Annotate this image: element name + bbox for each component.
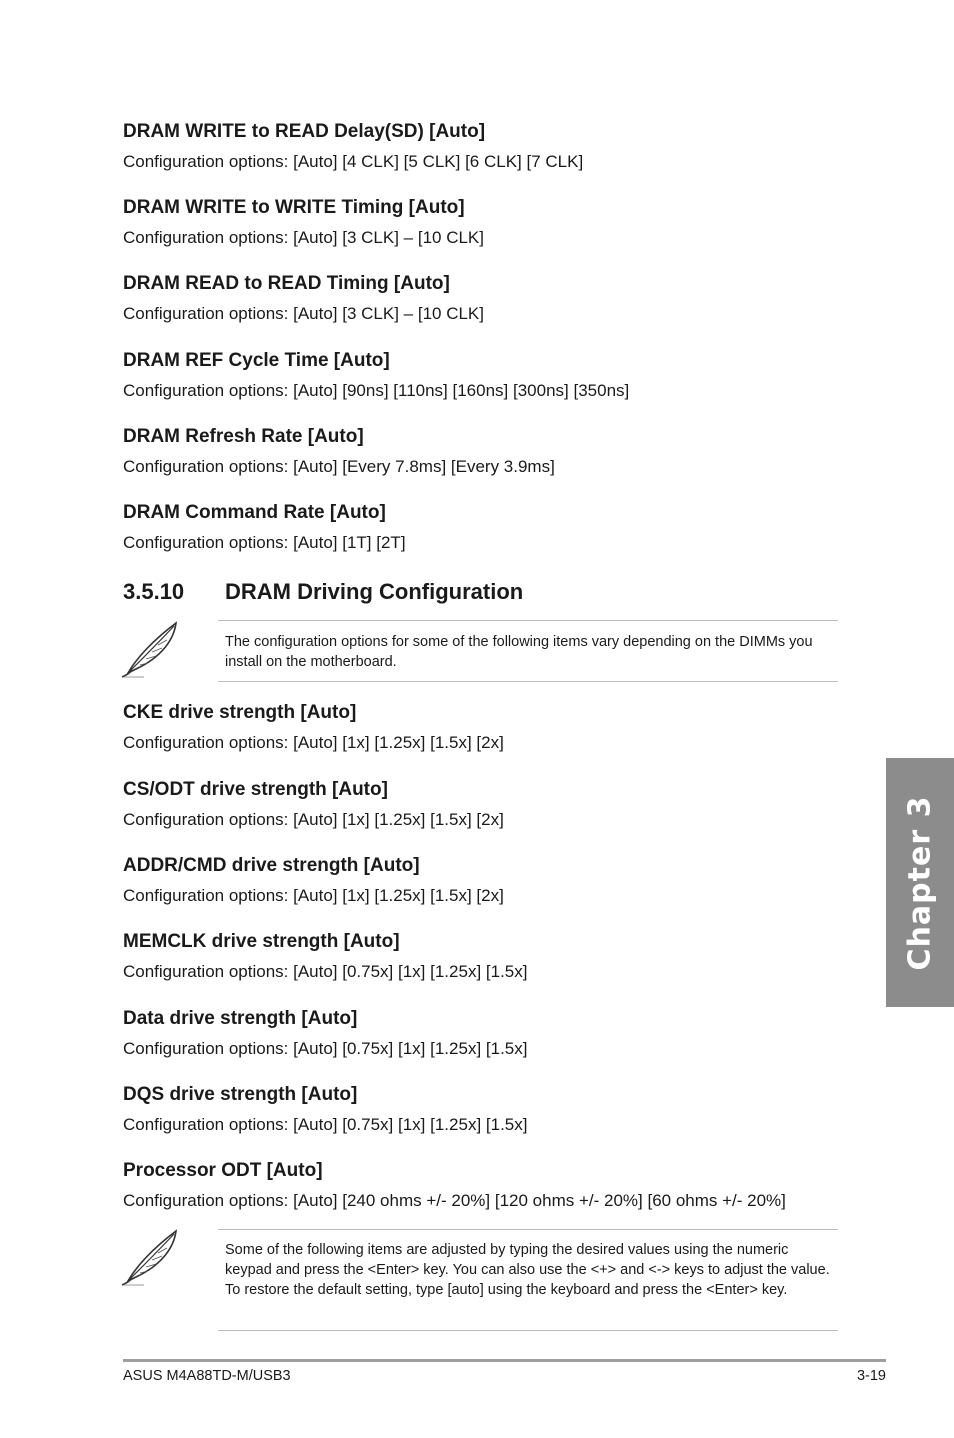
setting-title: CKE drive strength [Auto] — [123, 702, 357, 723]
setting-item — [123, 702, 843, 753]
section-title: DRAM Driving Configuration — [225, 579, 524, 604]
setting-options: Configuration options: [Auto] [Every 7.8ms] [Every 3.9ms] — [123, 457, 555, 476]
setting-item — [123, 426, 843, 477]
setting-options: Configuration options: [Auto] [1x] [1.25x] [1.5x] [2x] — [123, 886, 504, 905]
setting-title: Data drive strength [Auto] — [123, 1008, 358, 1029]
setting-title: CS/ODT drive strength [Auto] — [123, 779, 388, 800]
setting-options: Configuration options: [Auto] [4 CLK] [5 CLK] [6 CLK] [7 CLK] — [123, 152, 584, 171]
setting-item — [123, 1084, 843, 1135]
setting-title: DRAM READ to READ Timing [Auto] — [123, 273, 450, 294]
setting-options: Configuration options: [Auto] [240 ohms +/- 20%] [120 ohms +/- 20%] [60 ohms +/- 20%] — [123, 1191, 786, 1210]
note-box — [218, 620, 838, 682]
setting-item — [123, 502, 843, 553]
setting-options: Configuration options: [Auto] [0.75x] [1x] [1.25x] [1.5x] — [123, 1115, 528, 1134]
note-text: The configuration options for some of the following items vary depending on the DIMMs you install on the motherboard. — [225, 634, 813, 670]
feather-pen-icon — [118, 619, 182, 679]
setting-title: DRAM REF Cycle Time [Auto] — [123, 350, 390, 371]
setting-title: Processor ODT [Auto] — [123, 1160, 323, 1181]
section-number: 3.5.10 — [123, 579, 185, 604]
setting-item — [123, 350, 843, 401]
chapter-tab — [886, 758, 954, 1007]
setting-title: DRAM WRITE to WRITE Timing [Auto] — [123, 197, 465, 218]
note-box — [218, 1229, 838, 1331]
setting-title: DRAM Refresh Rate [Auto] — [123, 426, 364, 447]
setting-item — [123, 121, 843, 172]
footer-divider — [123, 1359, 886, 1362]
feather-pen-icon — [118, 1227, 182, 1287]
setting-item — [123, 197, 843, 248]
note-text: Some of the following items are adjusted by typing the desired values using the numeric keypad and press the <Enter> key. You can also use the <+> and <-> keys to adjust the value. To restore the default setting, type [auto] using the keyboard and press the <Enter> key. — [225, 1242, 830, 1298]
setting-title: DRAM WRITE to READ Delay(SD) [Auto] — [123, 121, 486, 142]
footer-page-number: 3-19 — [856, 1368, 886, 1384]
setting-title: DRAM Command Rate [Auto] — [123, 502, 386, 523]
setting-item — [123, 1160, 843, 1211]
setting-item — [123, 931, 843, 982]
setting-options: Configuration options: [Auto] [0.75x] [1x] [1.25x] [1.5x] — [123, 962, 528, 981]
setting-options: Configuration options: [Auto] [3 CLK] – [10 CLK] — [123, 228, 484, 247]
setting-item — [123, 855, 843, 906]
setting-item — [123, 273, 843, 324]
setting-options: Configuration options: [Auto] [1T] [2T] — [123, 533, 406, 552]
setting-options: Configuration options: [Auto] [0.75x] [1x] [1.25x] [1.5x] — [123, 1039, 528, 1058]
chapter-label: Chapter 3 — [902, 795, 938, 970]
setting-title: MEMCLK drive strength [Auto] — [123, 931, 400, 952]
setting-options: Configuration options: [Auto] [3 CLK] – [10 CLK] — [123, 304, 484, 323]
setting-title: DQS drive strength [Auto] — [123, 1084, 358, 1105]
setting-options: Configuration options: [Auto] [90ns] [110ns] [160ns] [300ns] [350ns] — [123, 381, 630, 400]
setting-title: ADDR/CMD drive strength [Auto] — [123, 855, 420, 876]
setting-item — [123, 779, 843, 830]
section-heading — [123, 579, 523, 605]
setting-options: Configuration options: [Auto] [1x] [1.25x] [1.5x] [2x] — [123, 733, 504, 752]
setting-options: Configuration options: [Auto] [1x] [1.25x] [1.5x] [2x] — [123, 810, 504, 829]
setting-item — [123, 1008, 843, 1059]
footer-product: ASUS M4A88TD-M/USB3 — [123, 1368, 291, 1384]
